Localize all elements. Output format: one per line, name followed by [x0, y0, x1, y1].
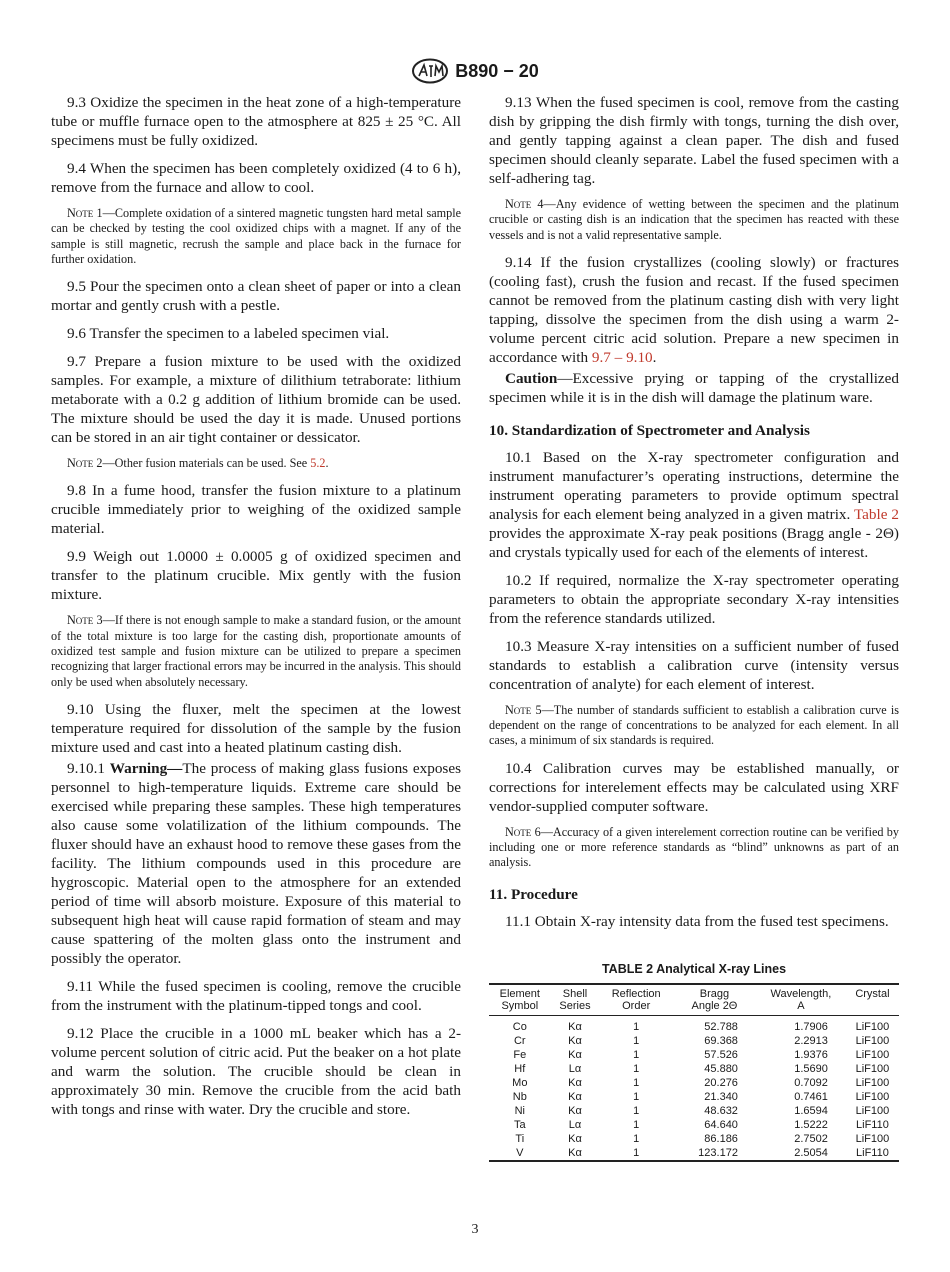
note-4 [489, 197, 899, 243]
left-column [51, 93, 461, 1128]
note-label: Note 1 [67, 206, 103, 220]
column-header: Shell Series [559, 987, 591, 1013]
table-row: Hf Lα 1 45.880 1.5690 LiF100 [514, 1062, 890, 1075]
paragraph-10-1: 10.1 Based on the X-ray spectrometer configuration and instrument manufacturer’s operating instructions, determine the instrument operating parameters to provide optimum spectral analysis for each element being analyzed in a given matrix. Table 2 provides the approximate X-ray peak positions (Bragg angle - 2Θ) and crystals typically used for each of the elements of interest. [489, 448, 899, 561]
right-column [489, 93, 899, 1162]
note-text: —Accuracy of a given interelement correction routine can be verified by including one or more reference standards as “blind” unknowns as part of an analysis. [489, 824, 899, 870]
caution-label: Caution [505, 369, 558, 387]
table-row: Ni Kα 1 48.632 1.6594 LiF100 [514, 1104, 890, 1117]
note-5 [489, 703, 899, 749]
paragraph-9-10-1: 9.10.1 Warning—The process of making glass fusions exposes personnel to high-temperature liquids. Extreme care should be exercised while preparing these samples. These high temperatures also cause some volatilization of the lithium compounds. The fluxer should have an exhaust hood to remove these gases from the facility. The lithium compounds used in this procedure are hygroscopic. Material open to the atmosphere for an extended period of time will absorb moisture. Exposure of this material to subsequent high heat will cause rapid formation of steam and may cause spattering of the molten glass onto the instrument and possibly the operator. [51, 759, 461, 967]
table-row: Ta Lα 1 64.640 1.5222 LiF110 [513, 1118, 889, 1131]
page-header [0, 56, 950, 86]
note-text: —The number of standards sufficient to establish a calibration curve is dependent on the range of concentrations to be analyzed for each element. In all cases, a minimum of six standards is required. [489, 702, 899, 748]
caution-paragraph: Caution—Excessive prying or tapping of the crystallized specimen while it is in the dish will damage the platinum ware. [489, 369, 899, 406]
note-text: —Complete oxidation of a sintered magnetic tungsten hard metal sample can be checked by testing the cool oxidized chips with a magnet. If any of the sample is still magnetic, recrush the sample and place back in the furnace for further oxidation. [51, 206, 462, 266]
paragraph-9-8: 9.8 In a fume hood, transfer the fusion mixture to a platinum crucible immediately prior to weighing of the oxidized sample material. [51, 482, 461, 538]
paragraph-9-13: 9.13 When the fused specimen is cool, remove from the casting dish by gripping the dish firmly with tongs, turning the dish over, and gently tapping against a clean paper. The dish and fused specimen should cleanly separate. Label the fused specimen with a self-adhering tag. [489, 94, 899, 187]
table-row: Nb Kα 1 21.340 0.7461 LiF100 [512, 1090, 890, 1103]
section-11-heading: 11. Procedure [489, 885, 578, 903]
paragraph-9-12: 9.12 Place the crucible in a 1000 mL beaker which has a 2-volume percent solution of citric acid. Put the beaker on a hot plate and warm the solution. The crucible should be clean in approximately 30 min. Remove the crucible from the acid bath with tongs and rinse with water. Dry the crucible and store. [51, 1024, 461, 1118]
document-number: B890 − 20 [455, 60, 539, 81]
note-label: Note 5 [505, 702, 542, 717]
table-title: TABLE 2 Analytical X-ray Lines [601, 961, 787, 976]
section-5-2-link[interactable]: 5.2 [310, 456, 326, 471]
table-row: V Kα 1 123.172 2.5054 LiF110 [489, 1146, 899, 1161]
column-header: Wavelength, A [770, 987, 832, 1013]
note-text: —Any evidence of wetting between the specimen and the platinum crucible or casting dish is an indication that the specimen has reacted with these vessels and is not a valid representative sample. [489, 197, 899, 242]
paragraph-10-3: 10.3 Measure X-ray intensities on a sufficient number of fused standards to establish a calibration curve (intensity versus concentration of analyte) for each element of interest. [489, 637, 899, 693]
paragraph-9-7: 9.7 Prepare a fusion mixture to be used with the oxidized samples. For example, a mixture of dilithium tetraborate: lithium metaborate with a 0.2 g addition of lithium bromide can be used. The mixture should be used the day it is made. Unused portions can be stored in an air tight container or dessicator. [51, 353, 461, 447]
note-label: Note 2 [67, 456, 103, 471]
table-row: Ti Kα 1 86.186 2.7502 LiF100 [515, 1132, 890, 1145]
table-2-link[interactable]: Table 2 [853, 505, 899, 523]
table-row: Cr Kα 1 69.368 2.2913 LiF100 [513, 1034, 890, 1047]
note-text: —Other fusion materials can be used. See [102, 456, 311, 471]
paragraph-9-4: 9.4 When the specimen has been completely oxidized (4 to 6 h), remove from the furnace and allow to cool. [51, 160, 461, 196]
warning-label: Warning— [109, 759, 183, 777]
table-header-row [489, 984, 899, 1016]
note-1 [51, 206, 461, 267]
column-header: Crystal [855, 987, 890, 1000]
page-number: 3 [471, 1222, 479, 1237]
analytical-xray-lines-table [489, 983, 899, 1162]
note-3 [51, 613, 461, 689]
paragraph-9-3: 9.3 Oxidize the specimen in the heat zone of a high-temperature tube or muffle furnace open to the atmosphere at 825 ± 25 °C. All specimens must be fully oxidized. [51, 94, 461, 149]
paragraph-10-2: 10.2 If required, normalize the X-ray spectrometer operating parameters to obtain the appropriate secondary X-ray intensities from the reference standards utilized. [489, 571, 899, 627]
note-label: Note 3 [67, 613, 103, 628]
section-9-7-9-10-link[interactable]: 9.7 – 9.10 [591, 348, 653, 366]
note-2: Note 2—Other fusion materials can be used. See 5.2. [67, 456, 329, 471]
paragraph-9-11: 9.11 While the fused specimen is cooling, remove the crucible from the instrument with the platinum-tipped tongs and cool. [51, 977, 461, 1014]
paragraph-9-6: 9.6 Transfer the specimen to a labeled specimen vial. [67, 325, 390, 343]
astm-logo-icon [411, 58, 449, 84]
paragraph-9-9: 9.9 Weigh out 1.0000 ± 0.0005 g of oxidized specimen and transfer to the platinum crucible. Mix gently with the fusion mixture. [51, 548, 461, 604]
paragraph-9-10: 9.10 Using the fluxer, melt the specimen at the lowest temperature required for dissolution of the sample by the fusion mixture used and cast into a heated platinum casting dish. [51, 700, 461, 756]
column-header: Element Symbol [499, 987, 540, 1013]
paragraph-10-4: 10.4 Calibration curves may be established manually, or corrections for interelement effects may be calculated using XRF vendor-supplied computer software. [489, 759, 899, 815]
column-header: Bragg Angle 2Θ [691, 987, 738, 1013]
table-2 [489, 960, 899, 1162]
paragraph-9-5: 9.5 Pour the specimen onto a clean sheet of paper or into a clean mortar and gently crush with a pestle. [51, 278, 461, 315]
column-header: Reflection Order [611, 987, 661, 1013]
section-10-heading: 10. Standardization of Spectrometer and Analysis [489, 421, 810, 439]
note-text: —If there is not enough sample to make a standard fusion, or the amount of the total mixture is too large for the casting dish, proportionate amounts of oxidized test sample and fusion mixture can be utilized to prepare a specimen recognizing that larger fractional errors may be incurred in the analysis. This should only be used when absolutely necessary. [51, 613, 462, 689]
note-label: Note 6 [505, 824, 541, 839]
paragraph-9-14: 9.14 If the fusion crystallizes (cooling slowly) or fractures (cooling fast), crush the fusion and recast. If the fused specimen cannot be removed from the platinum casting dish with very light tapping, dissolve the specimen from the dish using a warm 2-volume percent citric acid solution. Prepare a new specimen in accordance with 9.7 – 9.10. [489, 253, 899, 366]
paragraph-11-1: 11.1 Obtain X-ray intensity data from the fused test specimens. [505, 912, 889, 930]
table-row: Co Kα 1 52.788 1.7906 LiF100 [512, 1020, 890, 1033]
note-6 [489, 825, 899, 871]
table-row: Mo Kα 1 20.276 0.7092 LiF100 [512, 1076, 890, 1089]
table-row: Fe Kα 1 57.526 1.9376 LiF100 [513, 1048, 890, 1061]
note-label: Note 4 [505, 197, 544, 211]
